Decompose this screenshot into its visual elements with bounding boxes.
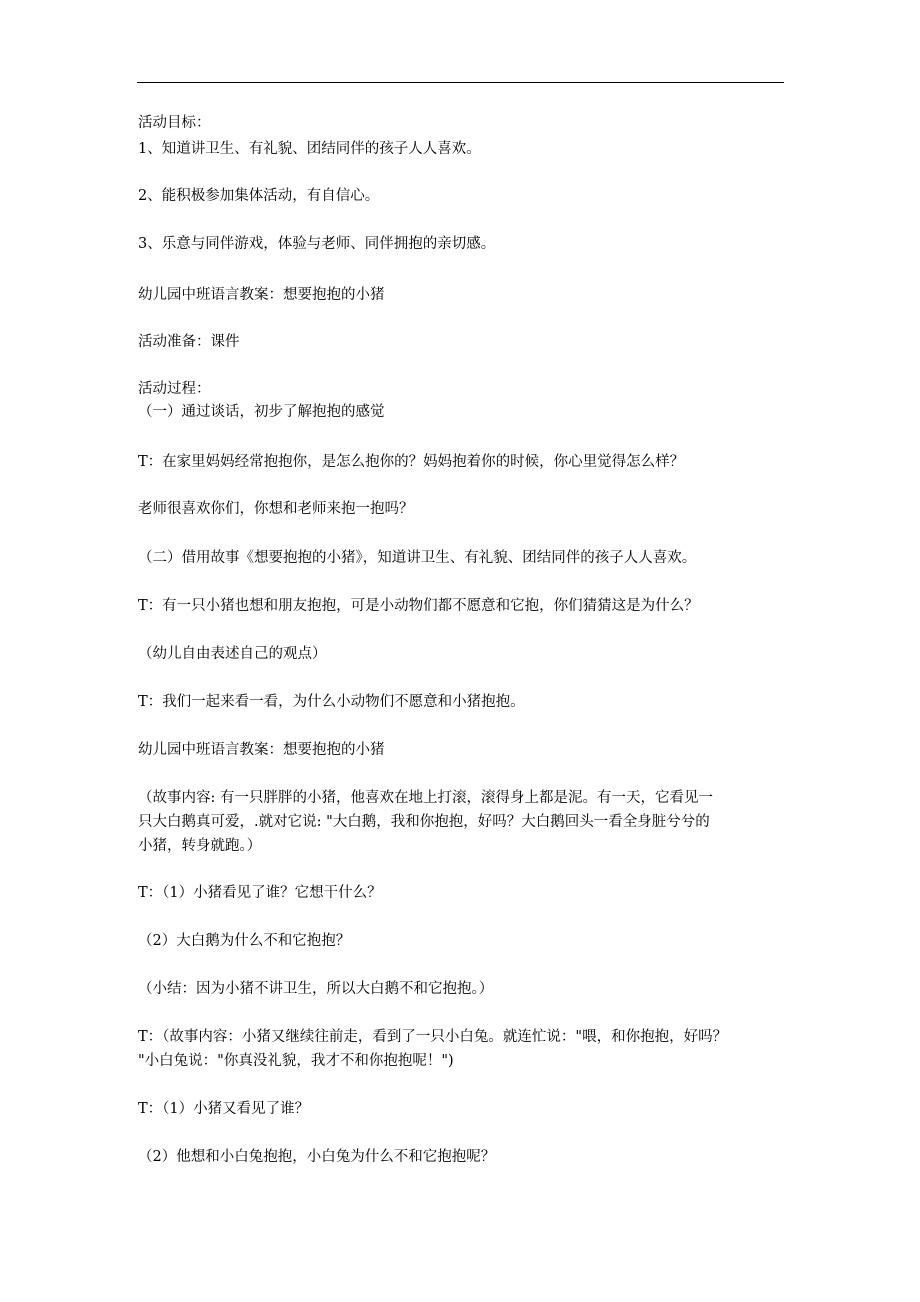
question-rabbit: （2）他想和小白兔抱抱，小白兔为什么不和它抱抱呢？ bbox=[138, 1149, 496, 1165]
paragraph-children-express: （幼儿自由表述自己的观点） bbox=[138, 646, 327, 662]
question-pig-saw: T：（1）小猪看见了谁？它想干什么？ bbox=[138, 885, 382, 901]
story-line-3: 小猪，转身就跑。） bbox=[138, 838, 262, 854]
question-goose: （2）大白鹅为什么不和它抱抱？ bbox=[138, 933, 351, 949]
question-pig-saw-again: T：（1）小猪又看见了谁？ bbox=[138, 1101, 310, 1117]
section-2-heading: （二）借用故事《想要抱抱的小猪》，知道讲卫生、有礼貌、团结同伴的孩子人人喜欢。 bbox=[138, 550, 697, 566]
preparation: 活动准备：课件 bbox=[138, 334, 240, 350]
header-rule bbox=[137, 82, 784, 83]
summary-hygiene: （小结：因为小猪不讲卫生，所以大白鹅不和它抱抱。） bbox=[138, 981, 494, 997]
objective-1: 1、知道讲卫生、有礼貌、团结同伴的孩子人人喜欢。 bbox=[138, 141, 481, 157]
section-1-heading: （一）通过谈话，初步了解抱抱的感觉 bbox=[138, 404, 385, 420]
lesson-title-1: 幼儿园中班语言教案：想要抱抱的小猪 bbox=[138, 287, 385, 303]
story-rabbit-line-2: "小白兔说："你真没礼貌，我才不和你抱抱呢！") bbox=[138, 1053, 454, 1069]
objectives-heading: 活动目标： bbox=[138, 115, 211, 131]
story-line-1: （故事内容: 有一只胖胖的小猪，他喜欢在地上打滚，滚得身上都是泥。有一天，它看见一 bbox=[138, 790, 713, 806]
process-heading: 活动过程： bbox=[138, 381, 211, 397]
story-rabbit-line-1: T：（故事内容：小猪又继续往前走，看到了一只小白兔。就连忙说："喂，和你抱抱，好吗？ bbox=[138, 1029, 728, 1045]
objective-3: 3、乐意与同伴游戏，体验与老师、同伴拥抱的亲切感。 bbox=[138, 236, 496, 252]
story-line-2: 只大白鹅真可爱，.就对它说: "大白鹅，我和你抱抱，好吗？大白鹅回头一看全身脏兮兮的 bbox=[138, 814, 710, 830]
objective-2: 2、能积极参加集体活动，有自信心。 bbox=[138, 188, 380, 204]
paragraph-t-question-2: T：有一只小猪也想和朋友抱抱，可是小动物们都不愿意和它抱，你们猜猜这是为什么？ bbox=[138, 598, 699, 614]
paragraph-teacher-hug: 老师很喜欢你们，你想和老师来抱一抱吗？ bbox=[138, 501, 414, 517]
paragraph-t-question-1: T：在家里妈妈经常抱抱你，是怎么抱你的？妈妈抱着你的时候，你心里觉得怎么样？ bbox=[138, 454, 685, 470]
lesson-title-2: 幼儿园中班语言教案：想要抱抱的小猪 bbox=[138, 742, 385, 758]
paragraph-t-look: T：我们一起来看一看，为什么小动物们不愿意和小猪抱抱。 bbox=[138, 694, 525, 710]
